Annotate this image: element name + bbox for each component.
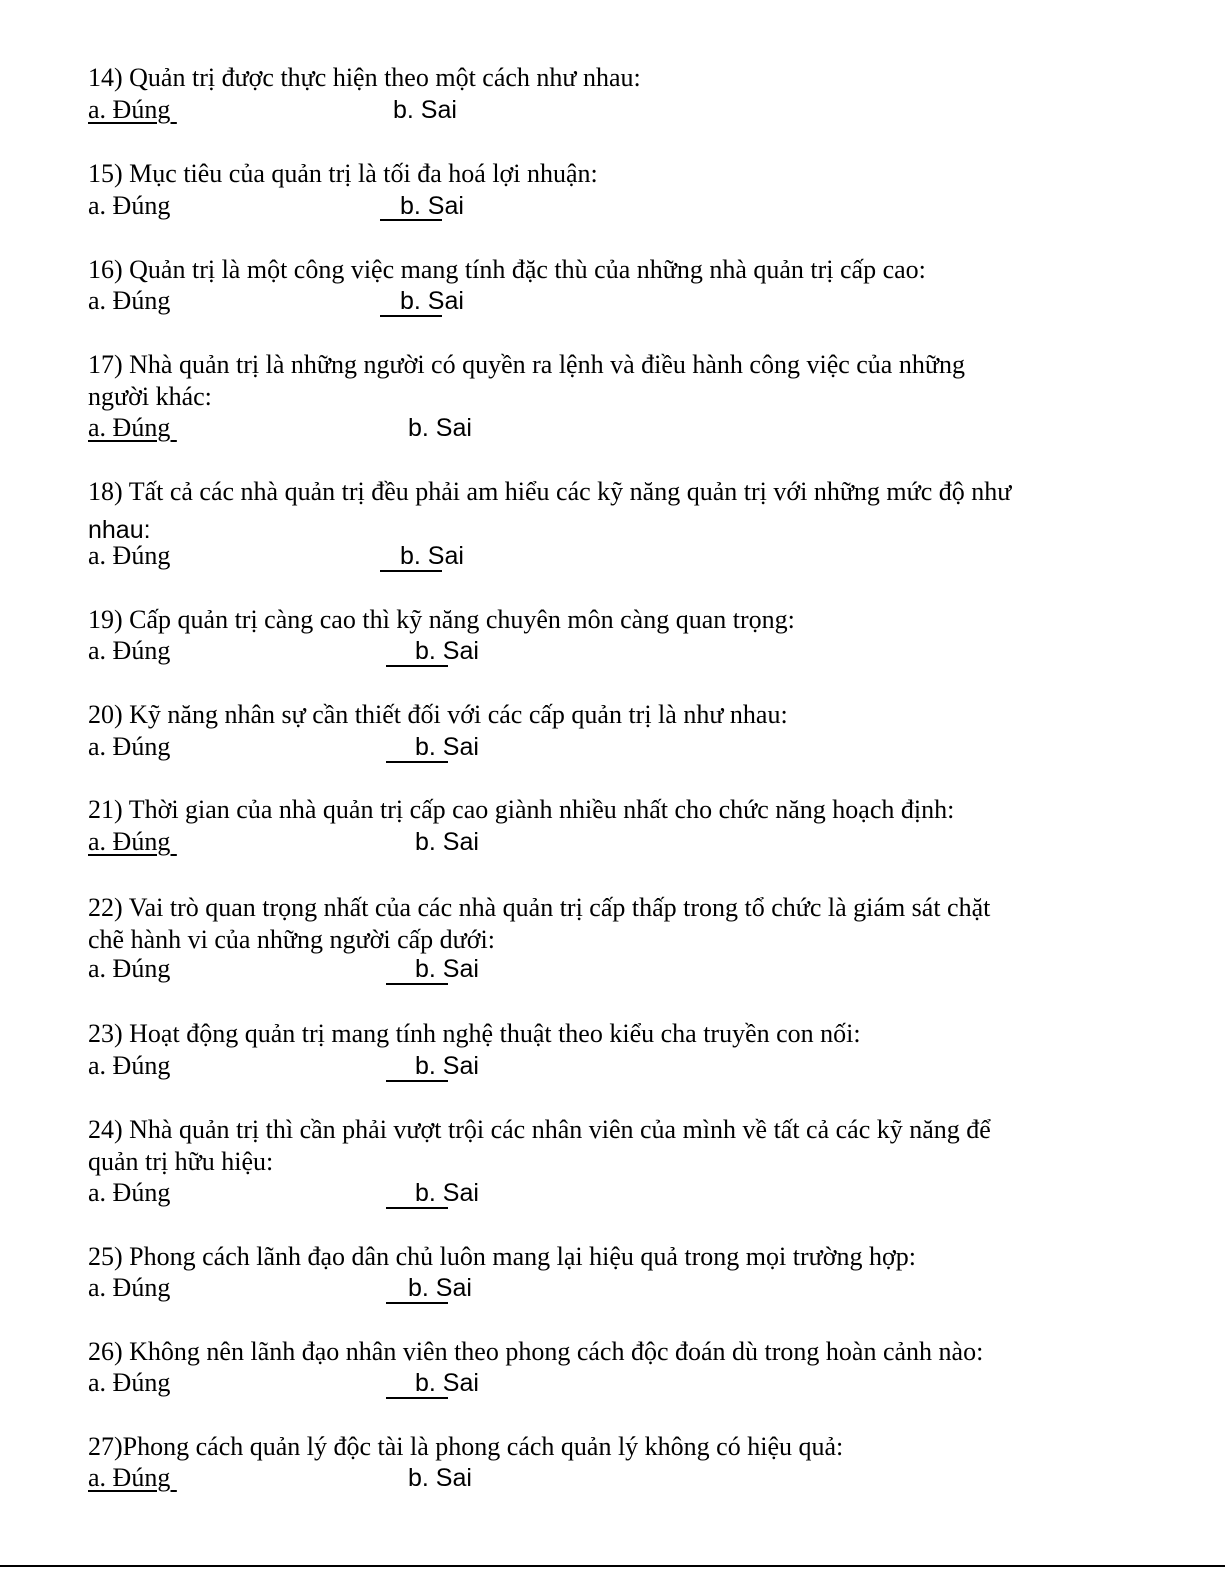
option-b: b. Sai <box>393 96 457 124</box>
option-a: a. Đúng <box>88 541 171 570</box>
option-b-selected: b. Sai <box>415 733 479 761</box>
option-a-selected: a. Đúng <box>88 95 177 124</box>
option-b: b. Sai <box>415 828 479 856</box>
option-b-selected: b. Sai <box>415 637 479 665</box>
option-b-selected: b. Sai <box>400 542 464 570</box>
question-26: 26) Không nên lãnh đạo nhân viên theo phong cách độc đoán dù trong hoàn cảnh nào: <box>88 1337 984 1366</box>
option-a: a. Đúng <box>88 732 171 761</box>
option-b-selected: b. Sai <box>415 955 479 983</box>
question-25: 25) Phong cách lãnh đạo dân chủ luôn mang lại hiệu quả trong mọi trường hợp: <box>88 1242 916 1271</box>
option-b-selected: b. Sai <box>408 1274 472 1302</box>
question-17-line-2: người khác: <box>88 382 212 411</box>
option-a: a. Đúng <box>88 191 171 220</box>
question-22-line-1: 22) Vai trò quan trọng nhất của các nhà quản trị cấp thấp trong tổ chức là giám sát chặt <box>88 893 991 922</box>
option-a: a. Đúng <box>88 1051 171 1080</box>
option-a: a. Đúng <box>88 1368 171 1397</box>
question-22-line-2: chẽ hành vi của những người cấp dưới: <box>88 925 495 954</box>
option-b-selected: b. Sai <box>415 1369 479 1397</box>
question-18-line-2: nhau: <box>88 516 151 544</box>
option-a: a. Đúng <box>88 286 171 315</box>
question-19: 19) Cấp quản trị càng cao thì kỹ năng chuyên môn càng quan trọng: <box>88 605 795 634</box>
option-a-selected: a. Đúng <box>88 827 177 856</box>
option-b-selected: b. Sai <box>400 287 464 315</box>
option-b-selected: b. Sai <box>400 192 464 220</box>
option-b: b. Sai <box>408 414 472 442</box>
option-b: b. Sai <box>408 1464 472 1492</box>
question-18-line-1: 18) Tất cả các nhà quản trị đều phải am hiểu các kỹ năng quản trị với những mức độ như <box>88 477 1012 506</box>
question-14: 14) Quản trị được thực hiện theo một cách như nhau: <box>88 63 641 92</box>
option-a-selected: a. Đúng <box>88 413 177 442</box>
question-15: 15) Mục tiêu của quản trị là tối đa hoá lợi nhuận: <box>88 159 598 188</box>
option-b-selected: b. Sai <box>415 1179 479 1207</box>
question-20: 20) Kỹ năng nhân sự cần thiết đối với các cấp quản trị là như nhau: <box>88 700 788 729</box>
question-24-line-2: quản trị hữu hiệu: <box>88 1147 274 1176</box>
option-a: a. Đúng <box>88 1178 171 1207</box>
option-a: a. Đúng <box>88 954 171 983</box>
option-a: a. Đúng <box>88 636 171 665</box>
question-17-line-1: 17) Nhà quản trị là những người có quyền ra lệnh và điều hành công việc của những <box>88 350 965 379</box>
option-a: a. Đúng <box>88 1273 171 1302</box>
question-27: 27)Phong cách quản lý độc tài là phong cách quản lý không có hiệu quả: <box>88 1432 844 1461</box>
option-a-selected: a. Đúng <box>88 1463 177 1492</box>
question-21: 21) Thời gian của nhà quản trị cấp cao giành nhiều nhất cho chức năng hoạch định: <box>88 795 955 824</box>
question-23: 23) Hoạt động quản trị mang tính nghệ thuật theo kiểu cha truyền con nối: <box>88 1019 861 1048</box>
question-24-line-1: 24) Nhà quản trị thì cần phải vượt trội các nhân viên của mình về tất cả các kỹ năng để <box>88 1115 991 1144</box>
page-bottom-rule <box>0 1565 1225 1567</box>
question-16: 16) Quản trị là một công việc mang tính đặc thù của những nhà quản trị cấp cao: <box>88 255 926 284</box>
option-b-selected: b. Sai <box>415 1052 479 1080</box>
